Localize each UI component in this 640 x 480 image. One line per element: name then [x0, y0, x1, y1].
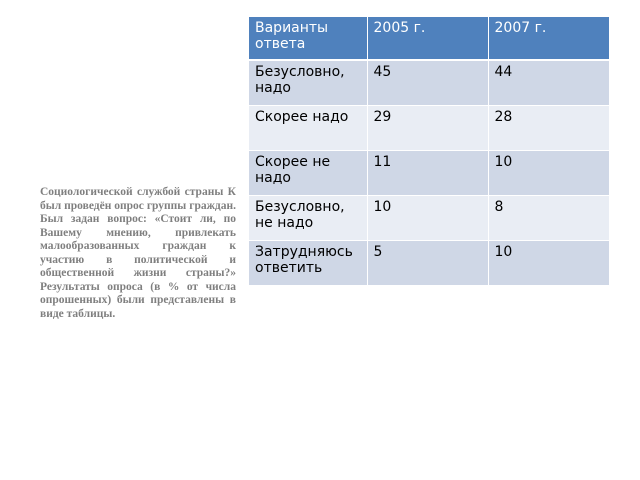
value-2005-cell: 45 — [367, 60, 488, 106]
value-2007-cell: 10 — [488, 151, 609, 196]
table-row — [249, 151, 609, 196]
value-2005-cell: 29 — [367, 106, 488, 151]
table-header-row — [249, 17, 609, 60]
table-row — [249, 106, 609, 151]
header-year-2005: 2005 г. — [367, 17, 488, 60]
answer-cell: Затрудняюсь ответить — [249, 241, 367, 286]
table-row — [249, 196, 609, 241]
header-year-2007: 2007 г. — [488, 17, 609, 60]
value-2007-cell: 44 — [488, 60, 609, 106]
value-2007-cell: 10 — [488, 241, 609, 286]
value-2007-cell: 28 — [488, 106, 609, 151]
survey-description: Социологической службой страны К был проведён опрос группы граждан. Был задан вопрос: «Стоит ли, по Вашему мнению, привлекать малообразованных граждан к участию в политической и общественной жизни страны?» Результаты опроса (в % от числа опрошенных) были представлены в виде таблицы. — [40, 186, 236, 320]
header-answer-options: Варианты ответа — [249, 17, 367, 60]
answer-cell: Безусловно, не надо — [249, 196, 367, 241]
table-row — [249, 241, 609, 286]
answer-cell: Безусловно, надо — [249, 60, 367, 106]
value-2005-cell: 5 — [367, 241, 488, 286]
value-2005-cell: 10 — [367, 196, 488, 241]
answer-cell: Скорее не надо — [249, 151, 367, 196]
value-2007-cell: 8 — [488, 196, 609, 241]
answer-cell: Скорее надо — [249, 106, 367, 151]
value-2005-cell: 11 — [367, 151, 488, 196]
survey-results-table — [249, 17, 610, 286]
table-row — [249, 60, 609, 106]
